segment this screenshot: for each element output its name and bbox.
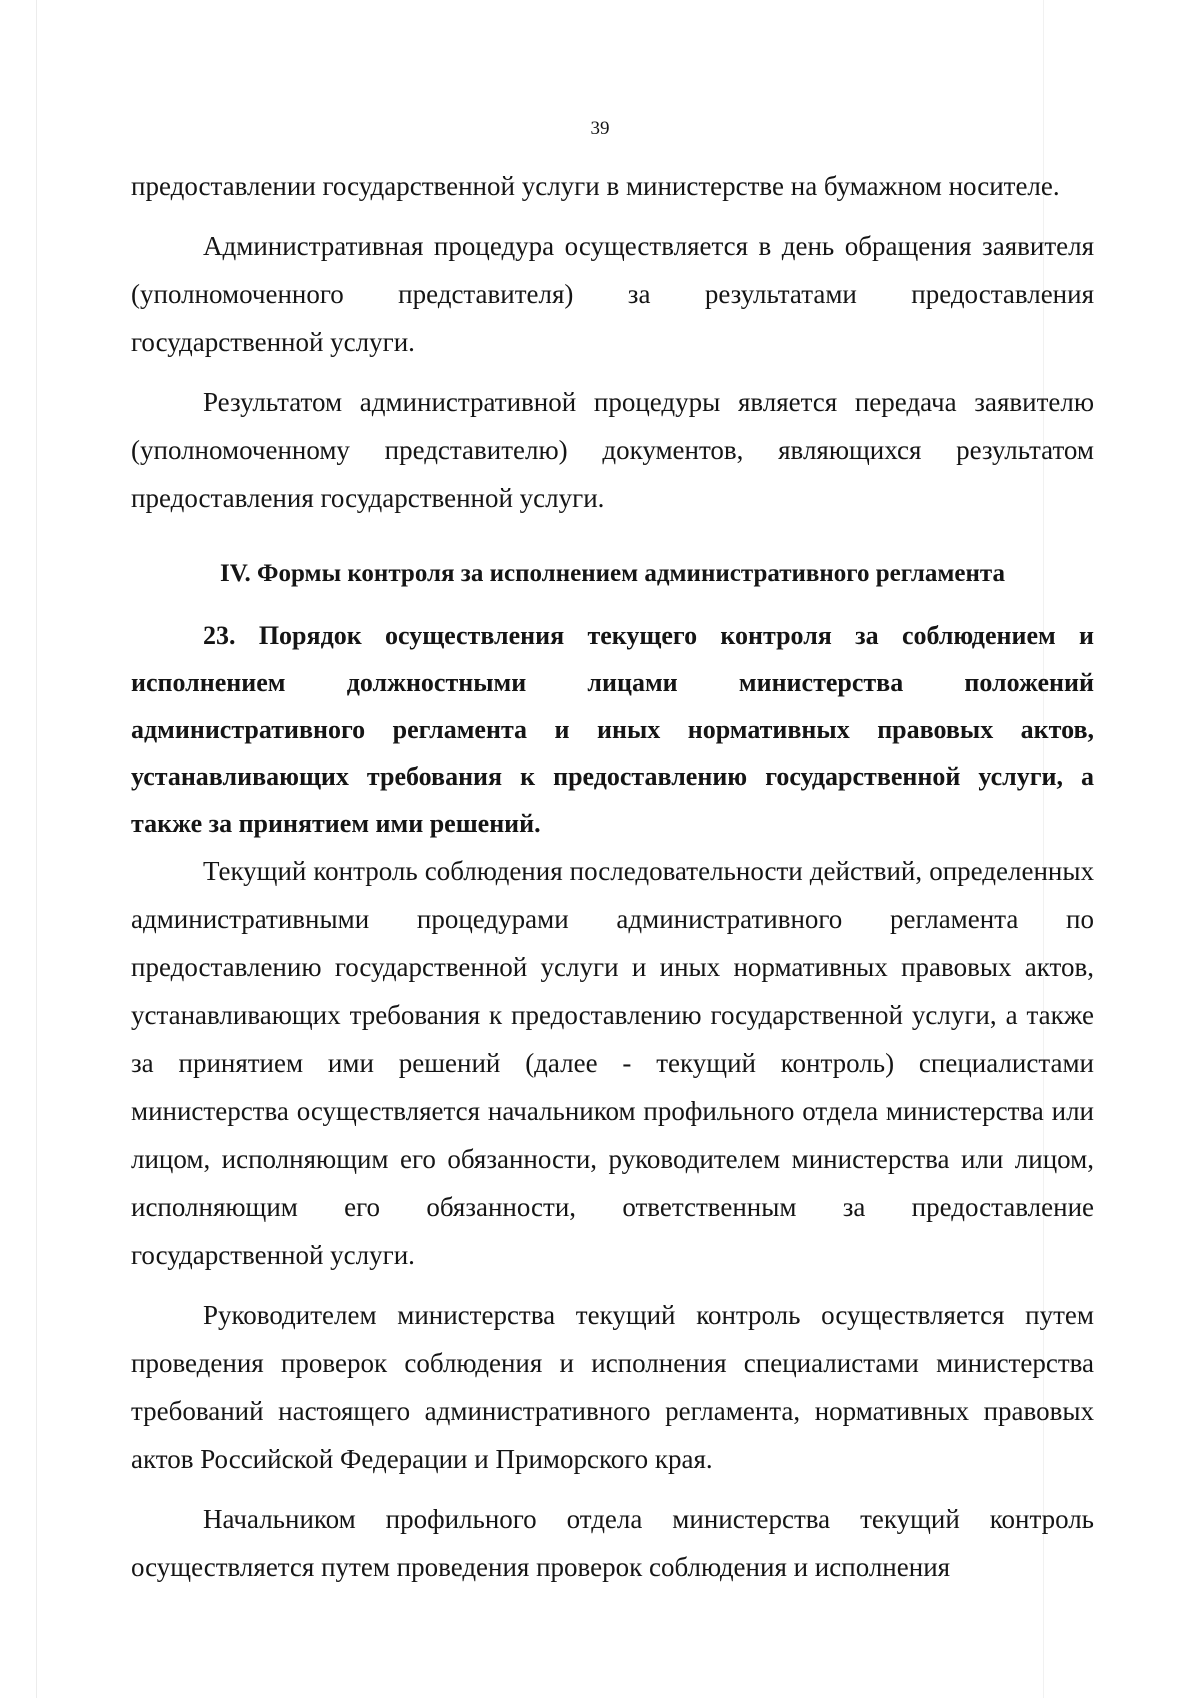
paragraph-procedure-result: Результатом административной процедуры является передача заявителю (уполномоченному представителю) документов, являющихся результатом предоставления государственной услуги. [131, 387, 1094, 513]
paragraph-procedure-timing: Административная процедура осуществляется в день обращения заявителя (уполномоченного представителя) за результатами предоставления государственной услуги. [131, 231, 1094, 357]
subsection-title: 23. Порядок осуществления текущего контроля за соблюдением и исполнением должностными лицами министерства положений административного регламента и иных нормативных правовых актов, устанавливающих требования к предоставлению государственной услуги, а также за принятием ими решений. [131, 621, 1094, 838]
section-title: IV. Формы контроля за исполнением административного регламента [220, 560, 1005, 587]
scan-edge-left [36, 0, 37, 1698]
paragraph-department-control: Начальником профильного отдела министерства текущий контроль осуществляется путем проведения проверок соблюдения и исполнения [131, 1504, 1094, 1582]
paragraph-continuation: предоставлении государственной услуги в министерстве на бумажном носителе. [131, 171, 1060, 201]
paragraph-current-control: Текущий контроль соблюдения последовательности действий, определенных административными процедурами административного регламента по предоставлению государственной услуги и иных нормативных правовых актов, устанавливающих требования к предоставлению государственной услуги, а также за принятием ими решений (далее - текущий контроль) специалистами министерства осуществляется начальником профильного отдела министерства или лицом, исполняющим его обязанности, руководителем министерства или лицом, исполняющим его обязанности, ответственным за предоставление государственной услуги. [131, 856, 1094, 1270]
document-body [131, 162, 1094, 1591]
page-number: 39 [590, 118, 610, 139]
paragraph-head-control: Руководителем министерства текущий контроль осуществляется путем проведения проверок соблюдения и исполнения специалистами министерства требований настоящего административного регламента, нормативных правовых актов Российской Федерации и Приморского края. [131, 1300, 1094, 1474]
